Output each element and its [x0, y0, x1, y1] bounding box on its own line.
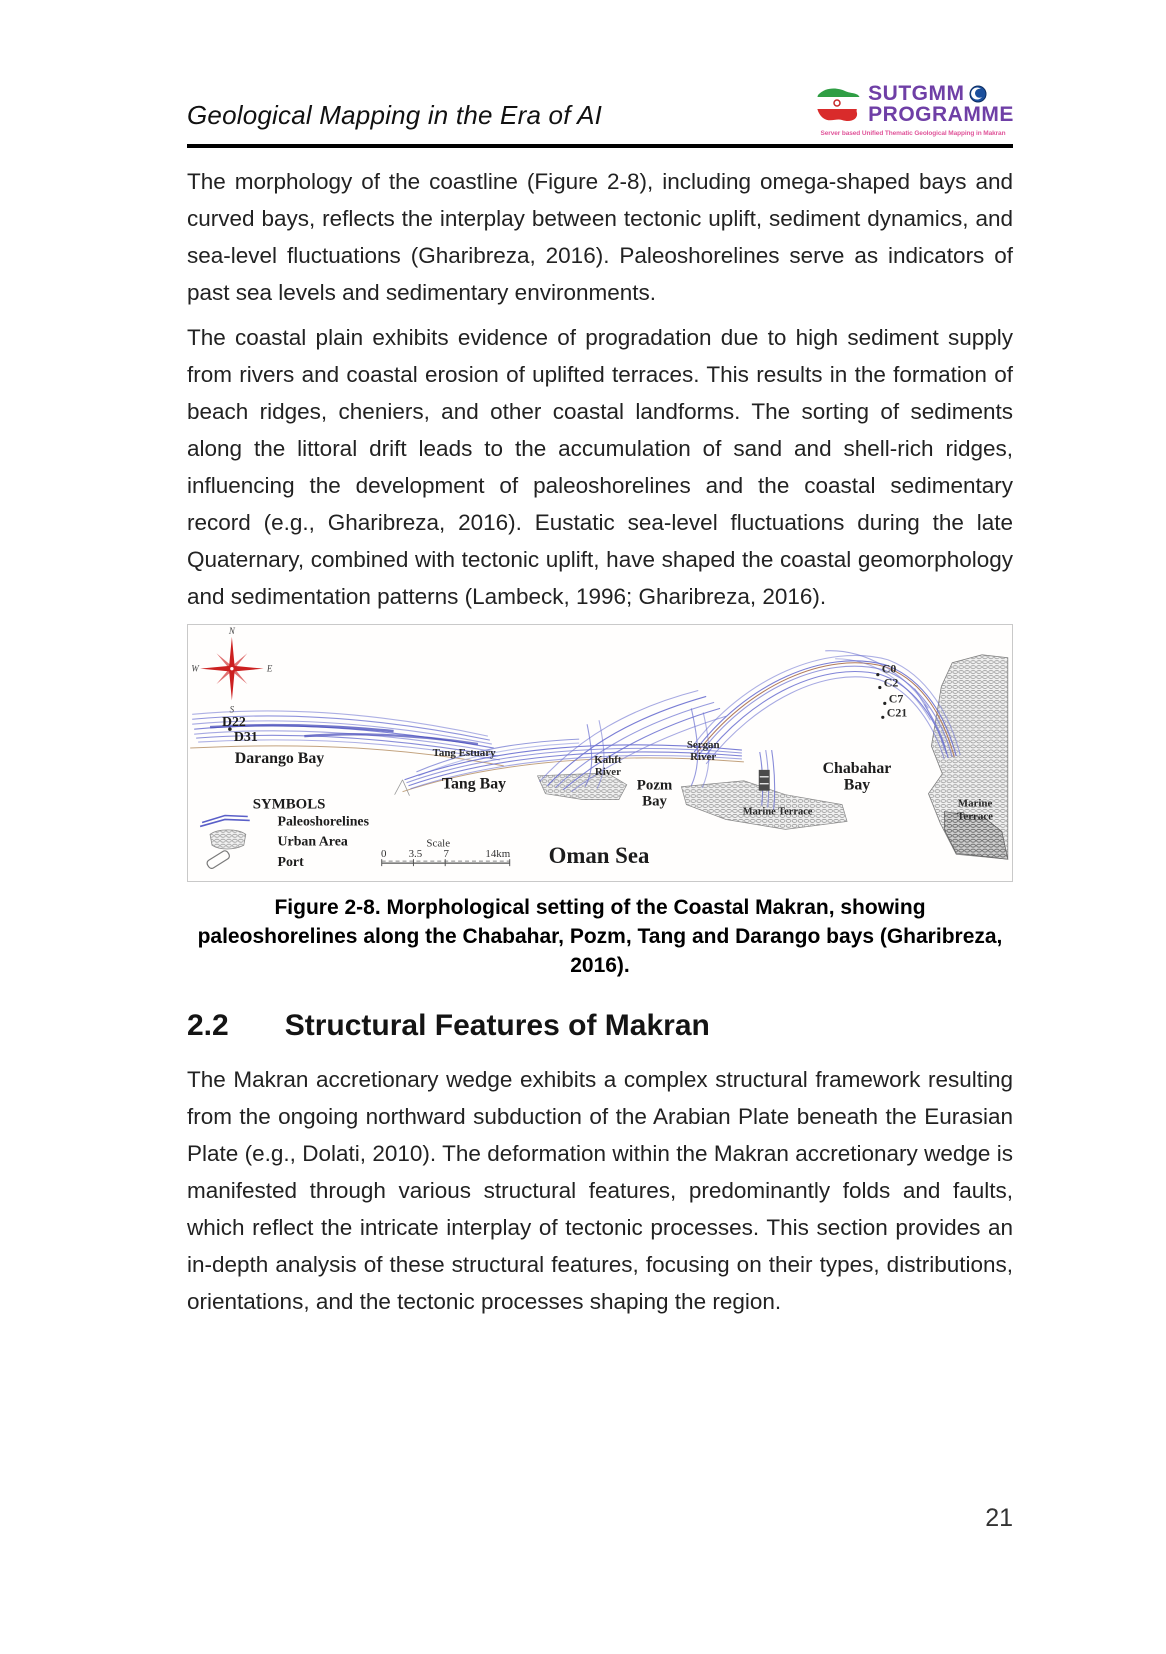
label-marine-terrace: Marine Terrace: [742, 806, 813, 818]
label-oman-sea: Oman Sea: [548, 843, 650, 869]
compass-rose-icon: [191, 626, 272, 714]
logo-word: PROGRAMME: [868, 103, 1014, 126]
label-c2: C2: [883, 675, 899, 690]
compass-w: W: [191, 663, 199, 674]
label-tang-estuary: Tang Estuary: [432, 746, 496, 759]
legend-paleoshorelines: Paleoshorelines: [277, 814, 369, 830]
compass-s: S: [229, 704, 235, 715]
label-c7: C7: [888, 691, 904, 706]
svg-text:0: 0: [380, 848, 387, 861]
legend-urban-area-icon: [210, 830, 246, 849]
logo-tagline: Server based Unified Thematic Geological Mapping in Makran: [820, 130, 1006, 137]
iran-map-icon: [812, 82, 864, 126]
svg-text:River: River: [690, 750, 717, 763]
svg-text:Terrace: Terrace: [957, 810, 994, 823]
sutgmm-logo: [813, 82, 1013, 137]
logo-acronym: SUTGMM: [868, 82, 965, 105]
running-header-title: Geological Mapping in the Era of AI: [187, 100, 603, 130]
svg-text:River: River: [594, 765, 621, 778]
compass-n: N: [228, 625, 235, 636]
map-legend: [200, 797, 369, 871]
legend-port: Port: [277, 855, 304, 871]
svg-text:7: 7: [443, 848, 449, 861]
section-heading: [187, 1009, 1013, 1043]
label-kahft-river: Kahft: [594, 753, 622, 766]
label-darango-bay: Darango Bay: [234, 749, 325, 767]
legend-title: SYMBOLS: [252, 796, 326, 813]
paragraph-1: The morphology of the coastline (Figure 2-8), including omega-shaped bays and curved bays, reflects the interplay between tectonic uplift, sediment dynamics, and sea-level fluctuations (Gharibreza, 2016). Paleoshorelines serve as indicators of past sea levels and sedimentary environments.: [187, 169, 1013, 305]
figure-caption: Figure 2-8. Morphological setting of the Coastal Makran, showing paleoshorelines along the Chabahar, Pozm, Tang and Darango bays (Gharibreza, 2016).: [197, 896, 1003, 977]
legend-port-icon: [206, 849, 231, 869]
section-title: Structural Features of Makran: [284, 1009, 710, 1042]
figure-2-8: [187, 624, 1013, 980]
section-number: 2.2: [187, 1009, 229, 1042]
svg-text:3.5: 3.5: [408, 848, 423, 861]
label-sergan-river: Sergan: [686, 739, 720, 752]
svg-text:Bay: Bay: [642, 793, 667, 810]
svg-text:Bay: Bay: [843, 776, 871, 794]
scale-label: Scale: [426, 837, 451, 850]
label-d31: D31: [233, 730, 258, 746]
page-number: 21: [985, 1504, 1013, 1532]
compass-e: E: [266, 663, 273, 674]
page-header: [187, 82, 1013, 137]
label-c21: C21: [886, 705, 908, 720]
paragraph-3: The Makran accretionary wedge exhibits a complex structural framework resulting from the ongoing northward subduction of the Arabian Plate beneath the Eurasian Plate (e.g., Dolati, 2010). The deformation within the Makran accretionary wedge is manifested through various structural features, predominantly folds and faults, which reflect the intricate interplay of tectonic processes. This section provides an in-depth analysis of these structural features, focusing on their types, distributions, orientations, and the tectonic processes shaping the region.: [187, 1067, 1013, 1314]
label-d22: D22: [221, 715, 246, 731]
label-c0: C0: [881, 661, 897, 676]
logo-globe-icon: [969, 85, 987, 103]
label-pozm-bay: Pozm: [636, 777, 673, 794]
label-chabahar-bay: Chabahar: [822, 759, 892, 777]
label-tang-bay: Tang Bay: [441, 775, 507, 793]
label-marine-terrace-2: Marine: [957, 797, 993, 810]
paragraph-2: The coastal plain exhibits evidence of progradation due to high sediment supply from rivers and coastal erosion of uplifted terraces. This results in the formation of beach ridges, cheniers, and other coastal landforms. The sorting of sediments along the littoral drift leads to the accumulation of sand and shell-rich ridges, influencing the development of paleoshorelines and the coastal sedimentary record (e.g., Gharibreza, 2016). Eustatic sea-level fluctuations during the late Quaternary, combined with tectonic uplift, have shaped the coastal geomorphology and sedimentation patterns (Lambeck, 1996; Gharibreza, 2016).: [187, 325, 1013, 609]
legend-urban-area: Urban Area: [277, 834, 348, 850]
svg-text:14km: 14km: [485, 848, 511, 861]
port-structure: [759, 770, 770, 791]
page-content: [187, 0, 1013, 1320]
coastal-makran-map: [187, 624, 1013, 882]
header-rule: [187, 144, 1013, 148]
scale-bar: [381, 837, 511, 866]
